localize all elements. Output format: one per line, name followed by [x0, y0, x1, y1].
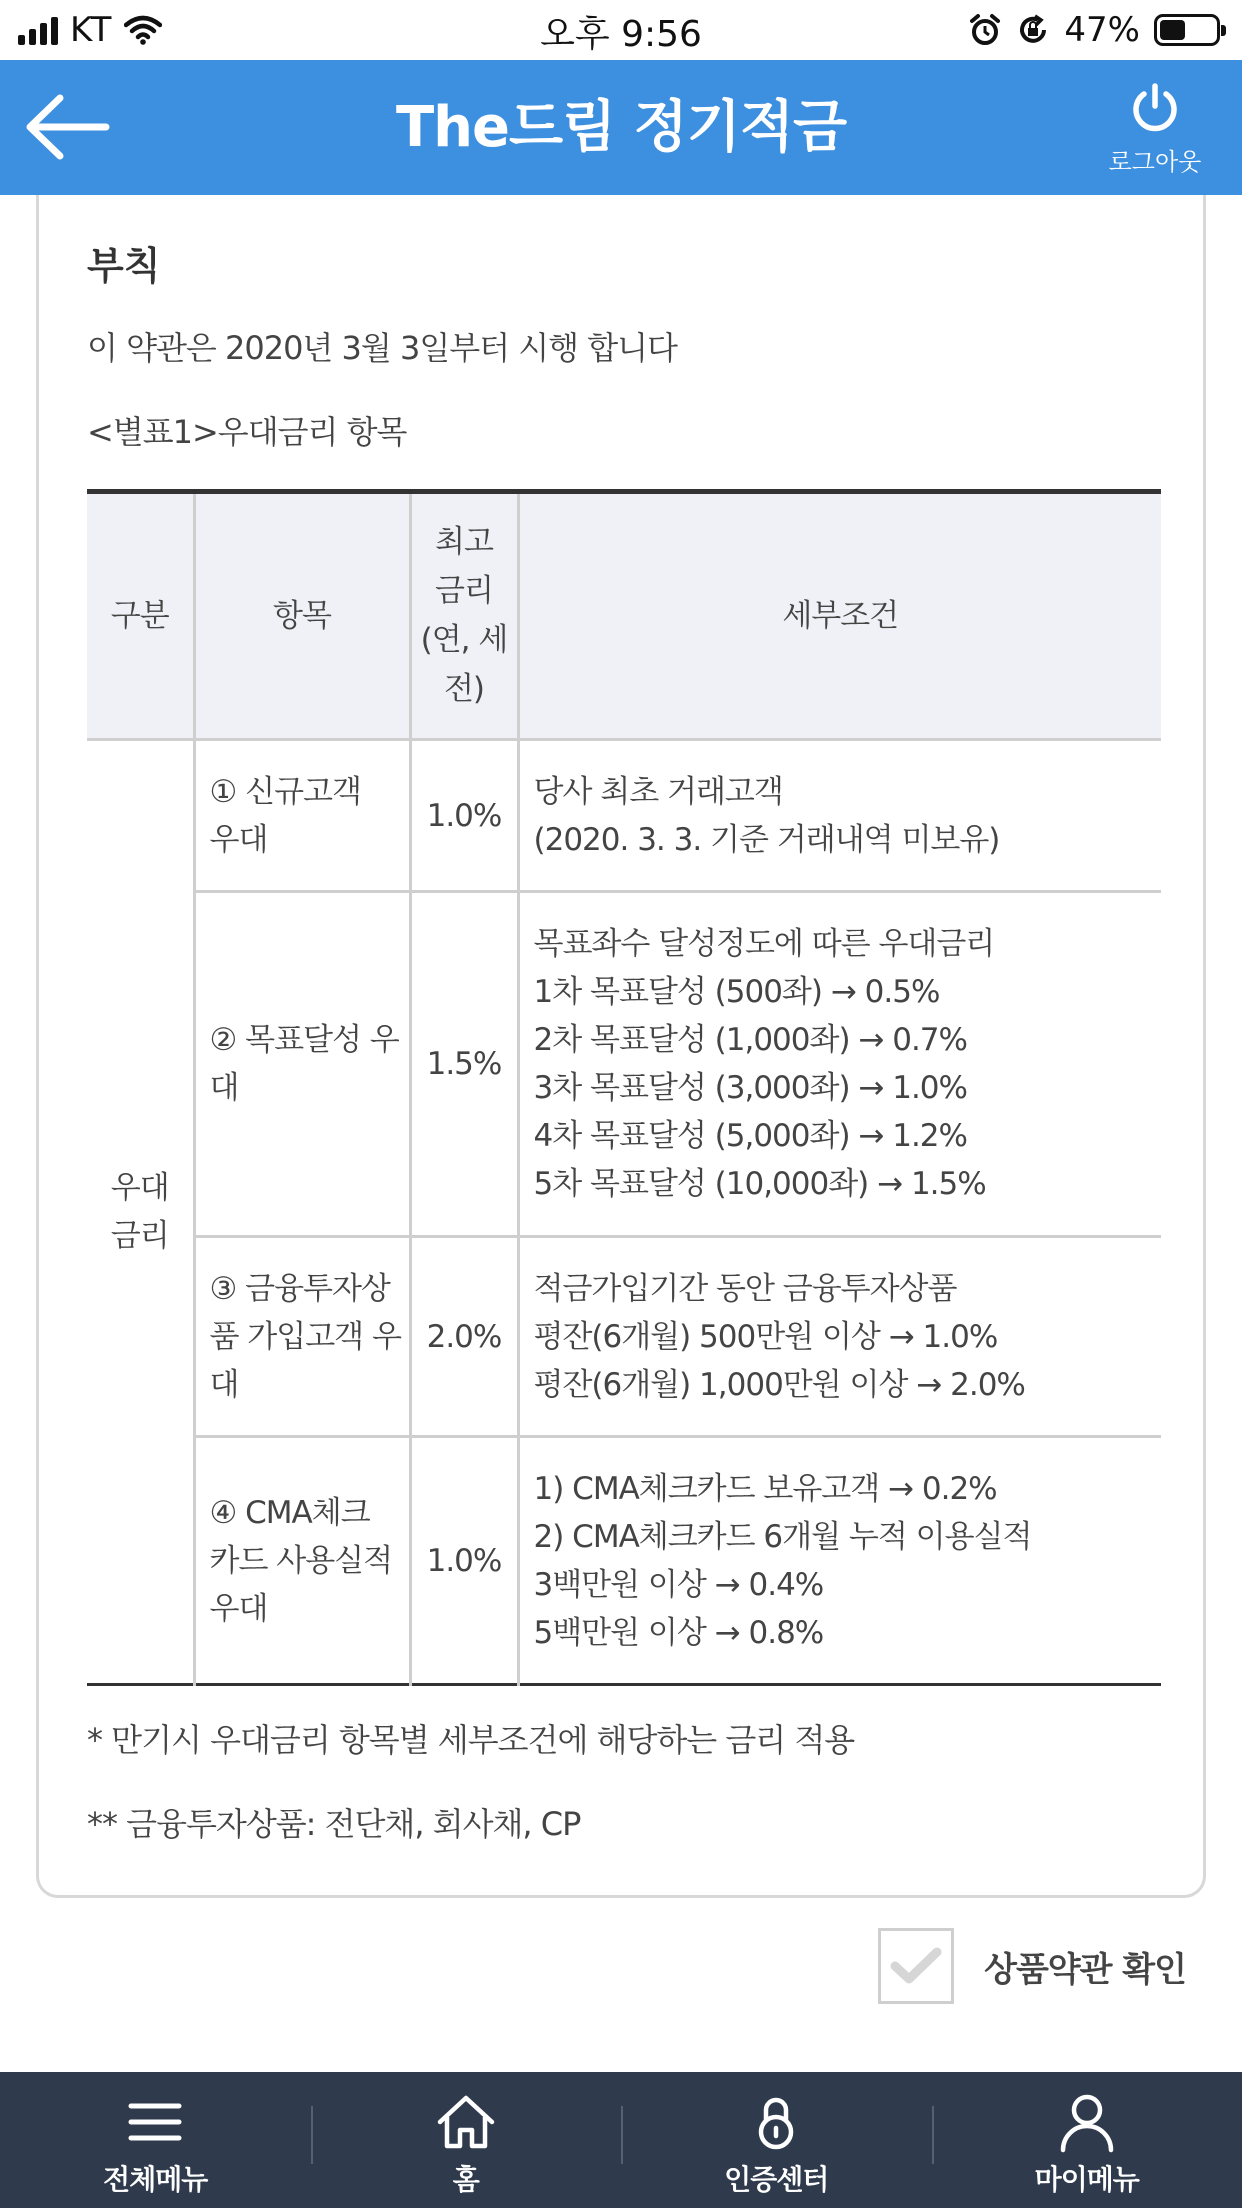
user-icon	[1055, 2090, 1119, 2154]
battery-level	[1160, 20, 1185, 40]
home-icon	[434, 2090, 498, 2154]
header-rate-line: 금리	[435, 573, 493, 609]
nav-label: 마이메뉴	[1034, 2163, 1139, 2196]
item-line: ③ 금융투자상	[209, 1270, 390, 1307]
condition-cell	[518, 1437, 1161, 1685]
rate-cell: 1.5%	[410, 892, 518, 1237]
nav-home[interactable]	[311, 2072, 622, 2208]
item-line: ④ CMA체크	[209, 1494, 370, 1531]
table-header-row	[87, 492, 1161, 740]
battery-icon	[1154, 14, 1220, 46]
condition-line: 당사 최초 거래고객	[533, 773, 783, 810]
rate-cell: 1.0%	[410, 740, 518, 892]
nav-label: 전체메뉴	[103, 2163, 208, 2196]
item-line: 품 가입고객 우	[209, 1318, 401, 1355]
group-label-line: 금리	[110, 1218, 169, 1254]
app-header	[0, 60, 1242, 195]
item-line: 대	[209, 1070, 239, 1106]
condition-cell	[518, 892, 1161, 1237]
group-label-line: 우대	[110, 1170, 169, 1206]
header-rate-line: 전)	[443, 671, 485, 707]
nav-all-menu[interactable]	[0, 2072, 311, 2208]
condition-line: 평잔(6개월) 1,000만원 이상 → 2.0%	[533, 1366, 1025, 1403]
condition-line: 적금가입기간 동안 금융투자상품	[533, 1270, 957, 1307]
condition-line: 목표좌수 달성정도에 따른 우대금리	[533, 926, 995, 962]
terms-confirm-toggle[interactable]	[878, 1928, 1186, 2004]
item-cell	[194, 1437, 410, 1685]
condition-line: 평잔(6개월) 500만원 이상 → 1.0%	[533, 1318, 998, 1355]
effective-date-text: 이 약관은 2020년 3월 3일부터 시행 합니다	[87, 329, 677, 367]
footnote-investment-products: ** 금융투자상품: 전단채, 회사채, CP	[87, 1805, 581, 1843]
table-row	[87, 1437, 1161, 1685]
item-line: 카드 사용실적	[209, 1542, 393, 1579]
item-line: 대	[209, 1366, 239, 1403]
condition-line: 5차 목표달성 (10,000좌) → 1.5%	[533, 1166, 986, 1202]
bottom-navigation	[0, 2072, 1242, 2208]
nav-my-menu[interactable]	[932, 2072, 1242, 2208]
table-row	[87, 1237, 1161, 1437]
item-cell	[194, 1237, 410, 1437]
footnote-rate-application: * 만기시 우대금리 항목별 세부조건에 해당하는 금리 적용	[87, 1721, 855, 1759]
header-rate-line: (연, 세	[420, 622, 508, 658]
status-bar-right	[968, 8, 1220, 52]
terms-confirm-label[interactable]: 상품약관 확인	[984, 1949, 1186, 1990]
condition-line: 1) CMA체크카드 보유고객 → 0.2%	[533, 1470, 997, 1507]
terms-content-card	[36, 195, 1206, 1898]
nav-label: 인증센터	[724, 2163, 829, 2196]
condition-line: 1차 목표달성 (500좌) → 0.5%	[533, 974, 940, 1010]
table-row	[87, 740, 1161, 892]
lock-icon	[744, 2090, 808, 2154]
group-cell	[87, 740, 194, 1685]
condition-cell	[518, 740, 1161, 892]
rotation-lock-icon	[1016, 13, 1050, 47]
table-row	[87, 892, 1161, 1237]
nav-label: 홈	[452, 2163, 479, 2196]
hamburger-menu-icon	[123, 2090, 187, 2154]
page-title: The드림 정기적금	[395, 95, 847, 160]
power-icon	[1129, 82, 1181, 134]
header-max-rate	[410, 492, 518, 740]
battery-percentage: 47%	[1064, 10, 1140, 50]
item-cell	[194, 740, 410, 892]
item-line: 우대	[209, 1590, 268, 1627]
item-cell	[194, 892, 410, 1237]
rate-cell: 1.0%	[410, 1437, 518, 1685]
header-rate-line: 최고	[435, 524, 493, 560]
condition-line: 2차 목표달성 (1,000좌) → 0.7%	[533, 1022, 967, 1058]
preferential-rate-table	[87, 489, 1161, 1686]
header-detail-conditions: 세부조건	[518, 492, 1161, 740]
header-group: 구분	[87, 492, 194, 740]
status-time: 오후 9:56	[540, 14, 702, 55]
item-line: ② 목표달성 우	[209, 1022, 399, 1058]
condition-cell	[518, 1237, 1161, 1437]
carrier-name: KT	[70, 10, 113, 50]
table-caption: <별표1>우대금리 항목	[87, 413, 407, 451]
condition-line: 3차 목표달성 (3,000좌) → 1.0%	[533, 1070, 967, 1106]
logout-button[interactable]	[1090, 82, 1220, 182]
condition-line: (2020. 3. 3. 기준 거래내역 미보유)	[533, 821, 1000, 858]
logout-label: 로그아웃	[1108, 148, 1202, 176]
header-item: 항목	[194, 492, 410, 740]
alarm-clock-icon	[968, 13, 1002, 47]
rate-cell: 2.0%	[410, 1237, 518, 1437]
terms-confirm-checkbox[interactable]	[878, 1928, 954, 2004]
condition-line: 2) CMA체크카드 6개월 누적 이용실적	[533, 1518, 1032, 1555]
item-line: 우대	[209, 821, 268, 858]
nav-auth-center[interactable]	[621, 2072, 932, 2208]
check-icon	[890, 1946, 942, 1986]
condition-line: 5백만원 이상 → 0.8%	[533, 1614, 824, 1651]
status-bar	[0, 0, 1242, 60]
item-line: ① 신규고객	[209, 773, 361, 810]
section-title: 부칙	[87, 244, 161, 288]
condition-line: 3백만원 이상 → 0.4%	[533, 1566, 824, 1603]
condition-line: 4차 목표달성 (5,000좌) → 1.2%	[533, 1118, 967, 1154]
